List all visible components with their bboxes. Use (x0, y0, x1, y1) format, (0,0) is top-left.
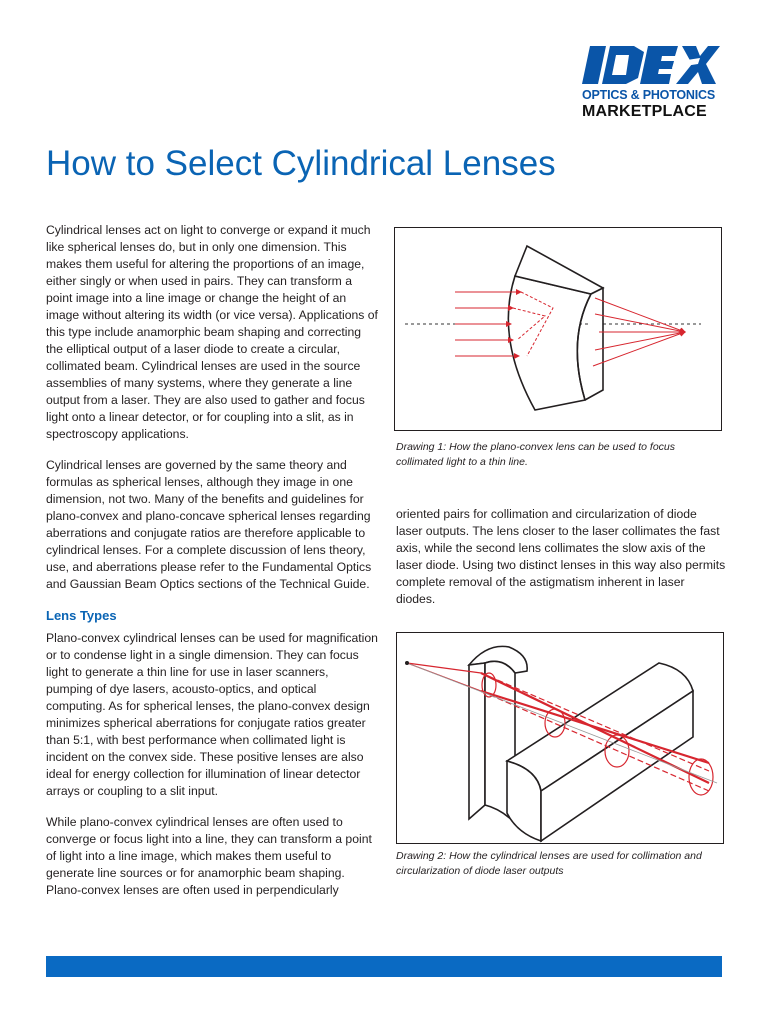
section-heading-lens-types: Lens Types (46, 608, 117, 623)
intro-paragraph: Cylindrical lenses act on light to converge or expand it much like spherical lenses do, but in only one dimension. This makes them useful for altering the proportions of an image, either singly or when used in pairs. They can transform a point image into a line image or change the height of an image without altering its width (or vice versa). Applications of this type include anamorphic beam shaping and correcting the elliptical output of a laser diode to create a circular, collimated beam. Cylindrical lenses are used in the source assemblies of many systems, where they generate a line output from a laser. They are also used to gather and focus light onto a linear detector, or for coupling into a slit, as in spectroscopy applications. (46, 223, 378, 441)
collimation-paragraph: oriented pairs for collimation and circularization of diode laser outputs. The lens closer to the laser collimates the fast axis, while the second lens collimates the slow axis of the laser diode. Using two distinct lenses in this way also permits complete removal of the astigmatism inherent in laser diodes. (396, 507, 726, 606)
left-column (46, 222, 378, 913)
drawing-2-caption: Drawing 2: How the cylindrical lenses are used for collimation and circularization of diode laser outputs (396, 850, 702, 877)
right-column (396, 506, 726, 622)
theory-paragraph: Cylindrical lenses are governed by the same theory and formulas as spherical lenses, although they image in one dimension, not two. Many of the benefits and guidelines for plano-convex and plano-concave spherical lenses regarding aberrations and conjugate ratios are therefore applicable to cylindrical lenses. For a complete discussion of lens theory, use, and aberrations please refer to the Fundamental Optics and Gaussian Beam Optics sections of the Technical Guide. (46, 458, 372, 591)
logo-tagline-optics: OPTICS & PHOTONICS (582, 88, 715, 102)
idex-logo (582, 44, 722, 121)
drawing-1-figure (394, 227, 722, 431)
lens-pair-diagram (397, 633, 723, 843)
footer-bar (46, 956, 722, 977)
idex-wordmark (582, 44, 720, 86)
plano-convex-paragraph: Plano-convex cylindrical lenses can be used for magnification or to condense light in a single dimension. They can focus light to generate a thin line for use in laser scanners, pumping of dye lasers, acousto-optics, and optical computing. As for spherical lenses, the plano-convex design minimizes spherical aberrations for conjugate ratios greater than 5:1, with best performance when collimated light is incident on the convex side. These positive lenses are also ideal for energy collection for illumination of linear detector arrays or coupling to a slit input. (46, 631, 378, 798)
drawing-2-figure (396, 632, 724, 844)
page-title: How to Select Cylindrical Lenses (46, 144, 556, 183)
line-image-paragraph: While plano-convex cylindrical lenses are often used to converge or focus light into a line, they can transform a point of light into a line image, which makes them useful to generate line sources or for anamorphic beam shaping. Plano-convex lenses are often used in perpendicularly (46, 815, 372, 897)
logo-tagline-marketplace: MARKETPLACE (582, 103, 707, 120)
drawing-1-caption: Drawing 1: How the plano-convex lens can be used to focus collimated light to a thin line. (396, 441, 675, 468)
plano-convex-lens-diagram (395, 228, 721, 430)
